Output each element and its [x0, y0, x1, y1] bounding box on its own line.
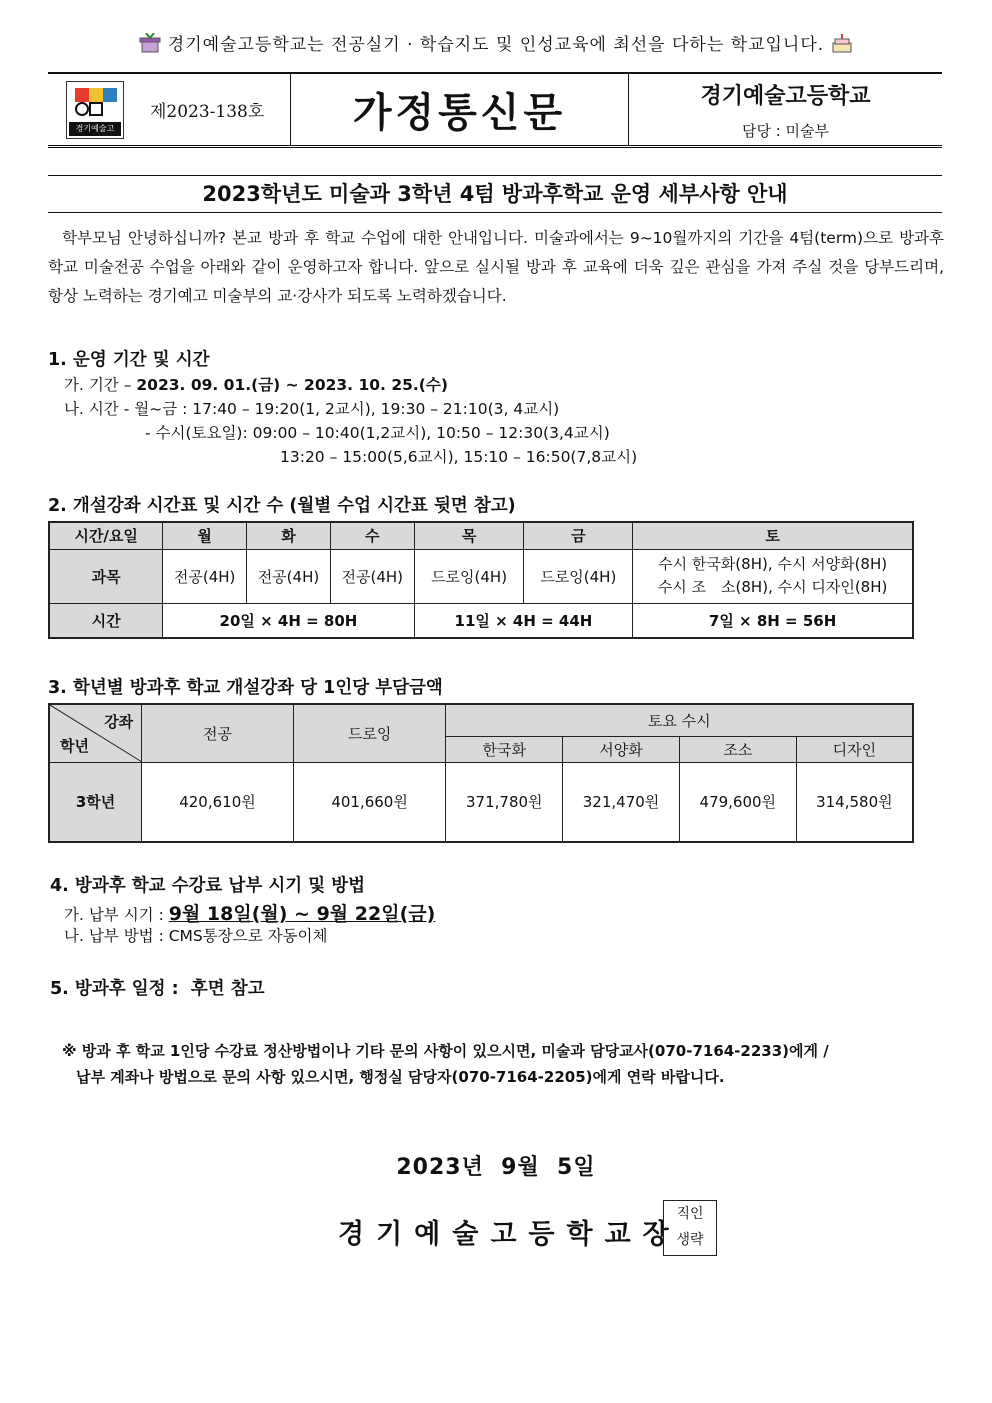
header-right: [629, 74, 942, 145]
col-drawing: 드로잉: [293, 704, 446, 762]
time-total-mtw: 20일 × 4H = 80H: [163, 603, 414, 638]
col-sat-sub: 서양화: [563, 736, 680, 762]
time-line-1: [64, 397, 559, 419]
row-label-time: 시간: [49, 603, 163, 638]
timetable-header: 화: [247, 522, 331, 549]
time-total-sat: 7일 × 8H = 56H: [633, 603, 913, 638]
section-3-heading: 3. 학년별 방과후 학교 개설강좌 당 1인당 부담금액: [48, 678, 443, 698]
timetable-header: 금: [524, 522, 633, 549]
subject-cell: 전공(4H): [163, 549, 247, 603]
fee-table-corner: [49, 704, 142, 762]
principal-name: 경기예술고등학교장: [338, 1219, 681, 1250]
motto-text: 경기예술고등학교는 전공실기 · 학습지도 및 인성교육에 최선을 다하는 학교입니다.: [167, 35, 825, 55]
row-label-subject: 과목: [49, 549, 163, 603]
cake-icon: [831, 33, 853, 53]
section-1-heading: 1. 운영 기간 및 시간: [48, 350, 210, 370]
time-label: 나. 시간: [64, 400, 119, 418]
gift-icon: [139, 33, 161, 53]
subject-cell: 드로잉(4H): [414, 549, 524, 603]
note-line-2: 납부 계좌나 방법으로 문의 사항 있으시면, 행정실 담당자(070-7164-2205)에게 연락 바랍니다.: [76, 1068, 725, 1086]
issue-date: 2023년 9월 5일: [396, 1155, 596, 1180]
timetable-header: 시간/요일: [49, 522, 163, 549]
time-weekday: - 월~금 : 17:40 – 19:20(1, 2교시), 19:30 – 21:10(3, 4교시): [123, 400, 560, 418]
subject-cell: 드로잉(4H): [524, 549, 633, 603]
col-major: 전공: [142, 704, 294, 762]
fee-cell: 420,610원: [142, 762, 294, 842]
payment-when-value: 9월 18일(월) ~ 9월 22일(금): [168, 903, 436, 925]
payment-when-line: [64, 899, 435, 926]
issue-number: 제2023-138호: [150, 102, 265, 122]
logo-caption: 경기예술고: [69, 122, 121, 136]
header-left: [48, 74, 291, 145]
saturday-subjects-line-2: 수시 조 소(8H), 수시 디자인(8H): [657, 578, 888, 596]
seal-line-2: 생략: [676, 1232, 704, 1248]
subject-cell: 전공(4H): [247, 549, 331, 603]
time-total-thu-fri: 11일 × 4H = 44H: [414, 603, 633, 638]
saturday-subjects-line-1: 수시 한국화(8H), 수시 서양화(8H): [658, 555, 888, 573]
header-middle: [291, 74, 629, 145]
school-motto: [0, 30, 992, 55]
col-sat-sub: 디자인: [796, 736, 913, 762]
section-4-heading: 4. 방과후 학교 수강료 납부 시기 및 방법: [50, 876, 366, 896]
saturday-subjects: [633, 549, 913, 603]
col-sat-sub: 조소: [679, 736, 796, 762]
period-label: 가. 기간 –: [64, 376, 132, 394]
newsletter-title: 가정통신문: [352, 89, 567, 136]
fee-cell: 314,580원: [796, 762, 913, 842]
fee-cell: 321,470원: [563, 762, 680, 842]
department: 담당 : 미술부: [741, 121, 830, 140]
corner-lecture: 강좌: [104, 713, 134, 731]
fee-table: [48, 703, 914, 843]
school-name: 경기예술고등학교: [700, 83, 871, 109]
row-grade-3: 3학년: [49, 762, 142, 842]
period-line: [64, 373, 448, 395]
timetable-header: 목: [414, 522, 524, 549]
document-title: 2023학년도 미술과 3학년 4텀 방과후학교 운영 세부사항 안내: [48, 175, 942, 213]
time-line-3: 13:20 – 15:00(5,6교시), 15:10 – 16:50(7,8교시): [280, 448, 638, 466]
time-line-2: - 수시(토요일): 09:00 – 10:40(1,2교시), 10:50 – 12:30(3,4교시): [145, 424, 610, 442]
timetable-header: 월: [163, 522, 247, 549]
seal-box: [663, 1200, 717, 1256]
school-logo: [66, 81, 124, 139]
payment-how-line: [64, 924, 327, 946]
seal-line-1: 직인: [676, 1206, 704, 1222]
period-value: 2023. 09. 01.(금) ~ 2023. 10. 25.(수): [136, 376, 448, 394]
fee-cell: 401,660원: [293, 762, 446, 842]
col-saturday: 토요 수시: [446, 704, 913, 736]
section-5-heading: 5. 방과후 일정 : 후면 참고: [50, 979, 265, 999]
intro-paragraph: 학부모님 안녕하십니까? 본교 방과 후 학교 수업에 대한 안내입니다. 미술과에서는 9~10월까지의 기간을 4텀(term)으로 방과후학교 미술전공 수업을 아래와 같이 운영하고자 합니다. 앞으로 실시될 방과 후 교육에 더욱 깊은 관심을 가져 주실 것을 당부드리며, 항상 노력하는 경기예고 미술부의 교·강사가 되도록 노력하겠습니다.: [48, 229, 944, 305]
fee-cell: 479,600원: [679, 762, 796, 842]
note-line-1: ※ 방과 후 학교 1인당 수강료 정산방법이나 기타 문의 사항이 있으시면, 미술과 담당교사(070-7164-2233)에게 /: [62, 1042, 829, 1060]
payment-how-value: CMS통장으로 자동이체: [168, 927, 328, 945]
payment-how-label: 나. 납부 방법 :: [64, 927, 164, 945]
fee-cell: 371,780원: [446, 762, 563, 842]
subject-cell: 전공(4H): [330, 549, 414, 603]
corner-grade: 학년: [60, 736, 89, 755]
payment-when-label: 가. 납부 시기 :: [64, 906, 164, 924]
timetable-header: 수: [330, 522, 414, 549]
timetable: [48, 521, 914, 639]
newsletter-header: [48, 72, 942, 148]
col-sat-sub: 한국화: [446, 736, 563, 762]
timetable-header: 토: [633, 522, 913, 549]
inquiry-note: [62, 1038, 829, 1090]
section-2-heading: 2. 개설강좌 시간표 및 시간 수 (월별 수업 시간표 뒷면 참고): [48, 496, 516, 516]
